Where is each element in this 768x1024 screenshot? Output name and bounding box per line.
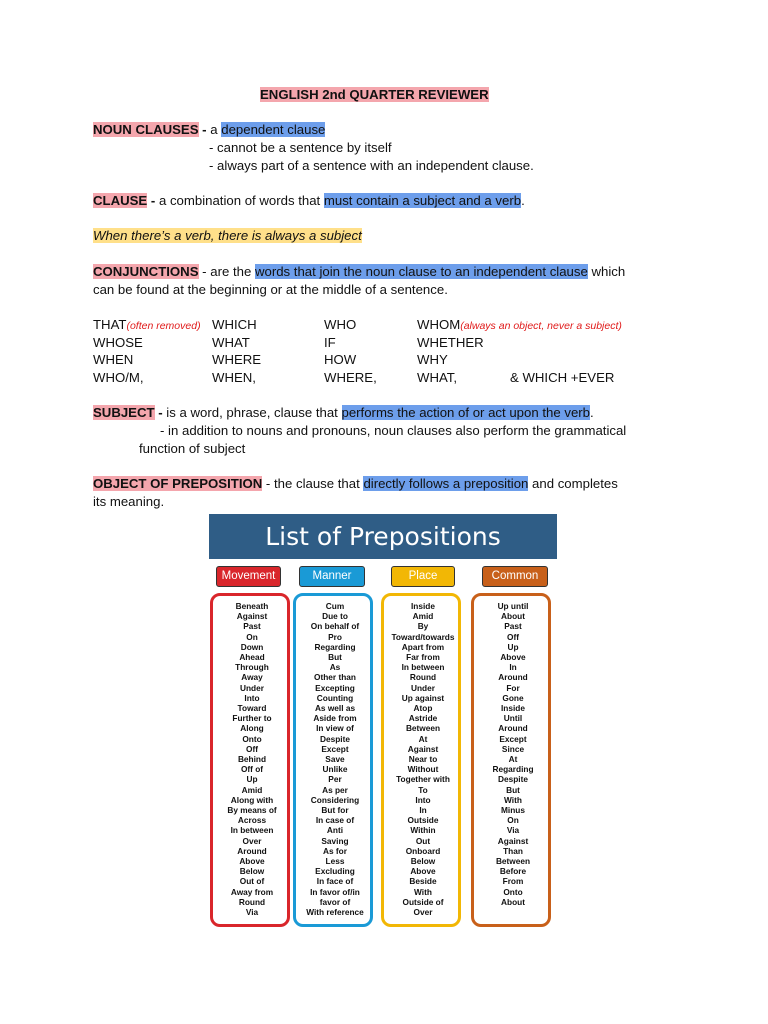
preposition-item: Beside (409, 876, 437, 887)
noun-clause-bullet-2: - always part of a sentence with an independent clause. (209, 158, 534, 173)
preposition-item: favor of (319, 896, 351, 907)
preposition-item: Saving (321, 835, 349, 846)
preposition-item: Considering (310, 794, 360, 805)
preposition-item: Less (325, 856, 345, 867)
preposition-item: Excluding (315, 866, 355, 877)
page-title: ENGLISH 2nd QUARTER REVIEWER (260, 87, 489, 102)
preposition-item: Off of (240, 764, 264, 775)
preposition-item: Gone (502, 692, 524, 703)
preposition-item: Onboard (405, 845, 441, 856)
preposition-item: Round (409, 672, 437, 683)
preposition-item: Along with (230, 794, 274, 805)
common-preposition-list (473, 601, 553, 907)
preposition-item: Below (410, 856, 436, 867)
noun-clause-bullet-1: - cannot be a sentence by itself (209, 140, 392, 155)
preposition-item: In between (401, 662, 445, 673)
preposition-item: Outside of (402, 896, 444, 907)
movement-preposition-list (212, 601, 292, 917)
preposition-item: For (506, 682, 520, 693)
preposition-item: But for (321, 805, 349, 816)
clause-definition: CLAUSE - a combination of words that must contain a subject and a verb. (93, 193, 525, 208)
preposition-item: As well as (314, 703, 356, 714)
preposition-item: Around (237, 845, 267, 856)
conj-cell: WHAT, (417, 370, 458, 385)
preposition-item: Due to (322, 611, 348, 622)
preposition-item: As for (323, 845, 347, 856)
preposition-item: Atop (413, 703, 433, 714)
preposition-item: As per (322, 784, 348, 795)
preposition-item: Into (415, 794, 431, 805)
preposition-item: But (506, 784, 520, 795)
preposition-item: Further to (232, 713, 272, 724)
preposition-item: With (504, 794, 522, 805)
preposition-item: Save (325, 754, 345, 765)
conj-cell: WHOSE (93, 335, 143, 350)
conjunctions-line-2: can be found at the beginning or at the middle of a sentence. (93, 282, 448, 297)
preposition-item: Away (241, 672, 263, 683)
preposition-item: Counting (316, 692, 354, 703)
preposition-item: Above (500, 652, 526, 663)
preposition-item: Behind (237, 754, 267, 765)
preposition-item: Outside (407, 815, 439, 826)
preposition-item: Across (237, 815, 267, 826)
preposition-item: Aside from (313, 713, 357, 724)
preposition-item: Down (240, 641, 264, 652)
preposition-item: Ahead (239, 652, 265, 663)
preposition-item: Amid (412, 611, 434, 622)
conj-cell: THAT(often removed) (93, 317, 201, 332)
preposition-item: Other than (314, 672, 356, 683)
noun-clauses-definition: NOUN CLAUSES - a dependent clause (93, 122, 326, 137)
preposition-item: Out of (239, 876, 265, 887)
preposition-item: As (329, 662, 341, 673)
conj-cell: & WHICH +EVER (510, 370, 615, 385)
preposition-item: To (418, 784, 428, 795)
preposition-item: Between (405, 723, 441, 734)
preposition-item: About (501, 896, 525, 907)
preposition-item: Cum (325, 601, 345, 611)
preposition-item: Onto (242, 733, 262, 744)
preposition-item: On (507, 815, 519, 826)
preposition-item: Off (246, 743, 258, 754)
preposition-item: Regarding (492, 764, 534, 775)
object-of-preposition-definition: OBJECT OF PREPOSITION - the clause that directly follows a preposition and completes (93, 476, 618, 491)
preposition-item: Inside (411, 601, 435, 611)
preposition-item: Minus (501, 805, 525, 816)
conj-cell: WHEN (93, 352, 134, 367)
preposition-item: Around (498, 672, 528, 683)
preposition-item: Without (407, 764, 439, 775)
preposition-item: Except (499, 733, 527, 744)
subject-definition: SUBJECT - is a word, phrase, clause that performs the action of or act upon the verb. (93, 405, 594, 420)
conj-cell: WHICH (212, 317, 257, 332)
preposition-item: On (246, 631, 258, 642)
preposition-item: With (414, 886, 432, 897)
object-of-preposition-line-2: its meaning. (93, 494, 165, 509)
preposition-item: Toward (237, 703, 267, 714)
preposition-item: In favor of/in (310, 886, 360, 897)
chart-banner: List of Prepositions (209, 514, 557, 559)
prepositions-chart (209, 514, 557, 928)
preposition-item: But (328, 652, 342, 663)
preposition-item: With reference (306, 907, 364, 918)
preposition-item: Round (238, 896, 266, 907)
preposition-item: Before (499, 866, 527, 877)
preposition-item: Regarding (314, 641, 356, 652)
conj-cell: IF (324, 335, 336, 350)
preposition-item: By means of (227, 805, 277, 816)
preposition-item: Via (506, 825, 520, 836)
conj-cell: WHO/M, (93, 370, 144, 385)
preposition-item: Together with (396, 774, 450, 785)
preposition-item: Except (321, 743, 349, 754)
preposition-item: Pro (328, 631, 342, 642)
conj-cell: WHO (324, 317, 357, 332)
conj-cell: WHERE, (324, 370, 377, 385)
preposition-item: Up (507, 641, 519, 652)
preposition-item: Under (411, 682, 435, 693)
preposition-item: About (501, 611, 525, 622)
preposition-item: On behalf of (310, 621, 360, 632)
conj-cell: WHY (417, 352, 448, 367)
preposition-item: Despite (320, 733, 350, 744)
preposition-item: In between (230, 825, 274, 836)
preposition-item: Far from (406, 652, 440, 663)
subject-line-2: - in addition to nouns and pronouns, noun clauses also perform the grammatical (160, 423, 627, 438)
preposition-item: Into (244, 692, 260, 703)
preposition-item: Past (243, 621, 261, 632)
preposition-item: Beneath (235, 601, 269, 611)
preposition-item: In view of (316, 723, 354, 734)
preposition-item: Under (240, 682, 264, 693)
preposition-item: Around (498, 723, 528, 734)
preposition-item: In case of (315, 815, 355, 826)
preposition-item: Onto (503, 886, 523, 897)
preposition-item: Unlike (322, 764, 348, 775)
conj-cell: WHAT (212, 335, 250, 350)
preposition-item: Toward/towards (391, 631, 455, 642)
preposition-item: At (508, 754, 518, 765)
preposition-item: Inside (501, 703, 525, 714)
conj-cell: HOW (324, 352, 357, 367)
preposition-item: Against (407, 743, 439, 754)
preposition-item: Off (507, 631, 519, 642)
preposition-item: Over (413, 907, 433, 918)
preposition-item: Until (503, 713, 523, 724)
preposition-item: Below (239, 866, 265, 877)
preposition-item: Up against (401, 692, 445, 703)
preposition-item: Amid (241, 784, 263, 795)
category-label-place: Place (391, 566, 455, 587)
category-label-common: Common (482, 566, 548, 587)
preposition-item: Along (240, 723, 264, 734)
conjunctions-definition: CONJUNCTIONS - are the words that join the noun clause to an independent clause which (93, 264, 626, 279)
preposition-item: Up (246, 774, 258, 785)
preposition-item: Against (236, 611, 268, 622)
preposition-item: Against (497, 835, 529, 846)
preposition-item: Away from (230, 886, 274, 897)
verb-subject-note: When there’s a verb, there is always a subject (93, 228, 362, 243)
preposition-item: Out (415, 835, 431, 846)
preposition-item: In (419, 805, 427, 816)
preposition-item: Excepting (315, 682, 355, 693)
preposition-item: Within (410, 825, 436, 836)
preposition-item: Over (242, 835, 262, 846)
preposition-item: At (418, 733, 428, 744)
preposition-item: In face of (316, 876, 354, 887)
preposition-item: From (502, 876, 524, 887)
manner-preposition-list (295, 601, 375, 917)
preposition-item: Above (239, 856, 265, 867)
preposition-item: Since (501, 743, 525, 754)
place-preposition-list (383, 601, 463, 917)
preposition-item: Between (495, 856, 531, 867)
subject-line-3: function of subject (139, 441, 246, 456)
preposition-item: Above (410, 866, 436, 877)
preposition-item: Per (328, 774, 342, 785)
preposition-item: Than (503, 845, 523, 856)
conj-cell: WHETHER (417, 335, 484, 350)
conj-cell: WHERE (212, 352, 262, 367)
preposition-item: Anti (326, 825, 344, 836)
preposition-item: Via (245, 907, 259, 918)
preposition-item: In (509, 662, 517, 673)
preposition-item: Astride (408, 713, 438, 724)
preposition-item: Apart from (401, 641, 445, 652)
preposition-item: Despite (498, 774, 528, 785)
preposition-item: Up until (497, 601, 529, 611)
conj-cell: WHOM(always an object, never a subject) (417, 317, 622, 332)
preposition-item: Past (504, 621, 522, 632)
conj-cell: WHEN, (212, 370, 256, 385)
preposition-item: By (417, 621, 429, 632)
preposition-item: Through (235, 662, 269, 673)
preposition-item: Near to (408, 754, 438, 765)
category-label-movement: Movement (216, 566, 281, 587)
category-label-manner: Manner (299, 566, 365, 587)
